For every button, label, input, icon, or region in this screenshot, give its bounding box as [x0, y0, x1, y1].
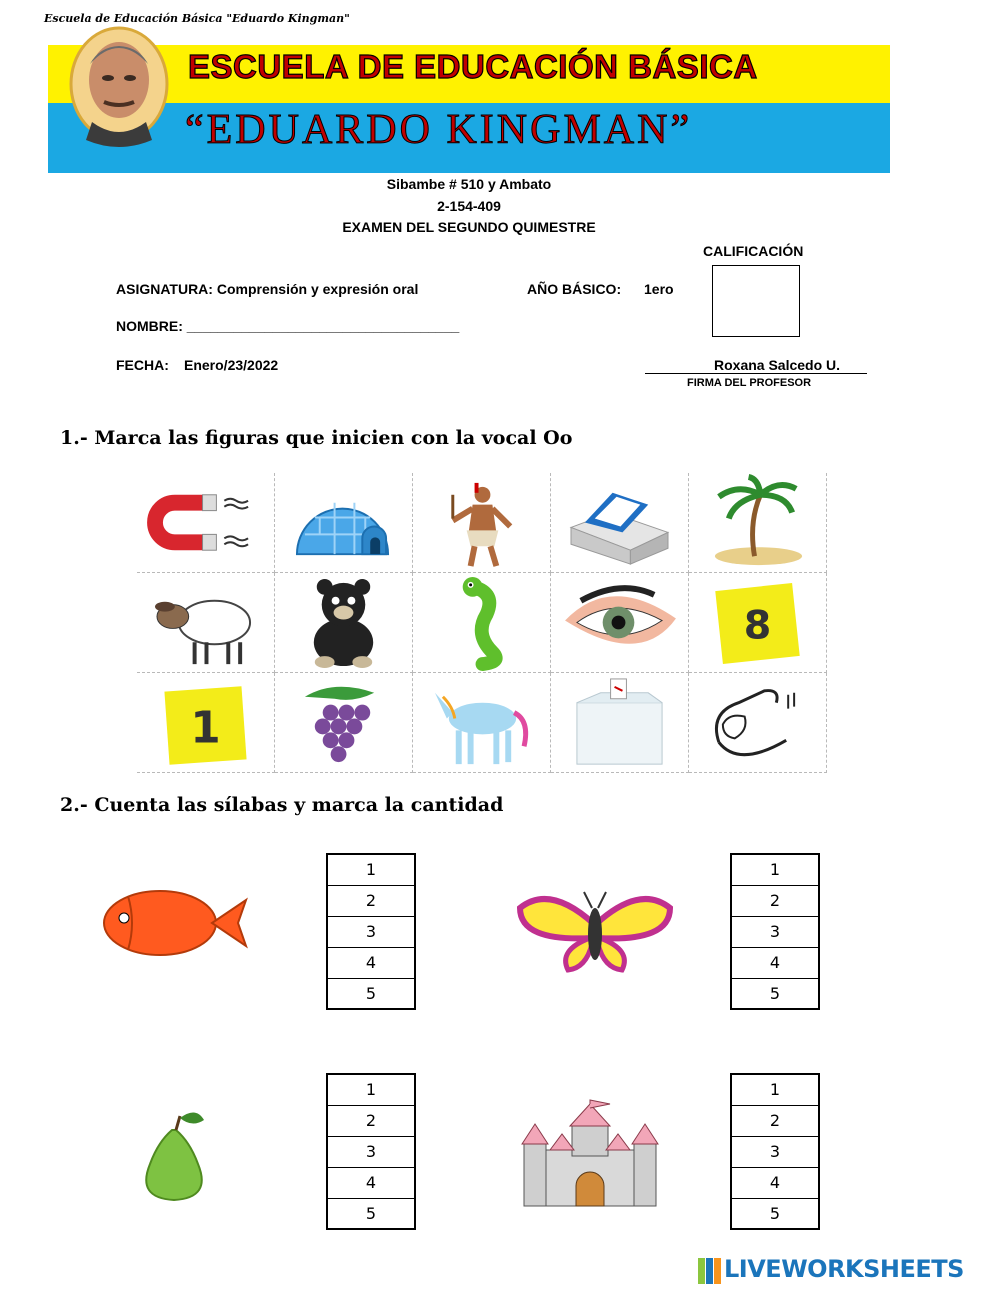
count-option-3[interactable]: 3 [328, 1137, 414, 1168]
number-one-icon[interactable] [137, 673, 275, 773]
count-option-1[interactable]: 1 [732, 1075, 818, 1106]
count-option-2[interactable]: 2 [732, 1106, 818, 1137]
eye-icon[interactable] [551, 573, 689, 673]
picture-grid [137, 473, 829, 773]
castle-icon [510, 1100, 680, 1210]
count-option-4[interactable]: 4 [732, 948, 818, 979]
count-option-3[interactable]: 3 [328, 917, 414, 948]
school-logo [44, 12, 350, 177]
grapes-icon[interactable] [275, 673, 413, 773]
butterfly-icon [510, 876, 680, 986]
signature-line [645, 373, 867, 374]
igloo-icon[interactable] [275, 473, 413, 573]
count-option-5[interactable]: 5 [769, 984, 781, 1003]
phone: 2-154-409 [437, 198, 501, 214]
teacher-signature-label: FIRMA DEL PROFESOR [687, 377, 812, 389]
syllable-count-pear [326, 1073, 416, 1230]
count-option-2[interactable]: 2 [328, 1106, 414, 1137]
year-value: 1ero [644, 281, 674, 297]
count-option-4[interactable]: 4 [328, 1168, 414, 1199]
count-option-4[interactable]: 4 [732, 1168, 818, 1199]
count-option-5[interactable]: 5 [769, 1204, 781, 1223]
syllable-count-butterfly [730, 853, 820, 1010]
nail-icon[interactable] [689, 673, 827, 773]
name-field[interactable]: NOMBRE: ___________________________________ [116, 318, 460, 334]
printer-icon[interactable] [551, 473, 689, 573]
count-option-5[interactable]: 5 [365, 1204, 377, 1223]
logo-text: Escuela de Educación Básica "Eduardo Kingman" [44, 12, 350, 25]
svg-text:1: 1 [190, 703, 221, 754]
count-option-2[interactable]: 2 [328, 886, 414, 917]
count-option-2[interactable]: 2 [732, 886, 818, 917]
count-option-1[interactable]: 1 [328, 1075, 414, 1106]
address: Sibambe # 510 y Ambato [386, 176, 552, 192]
exam-title: EXAMEN DEL SEGUNDO QUIMESTRE [342, 219, 596, 235]
number-eight-icon[interactable] [689, 573, 827, 673]
year-label: AÑO BÁSICO: [527, 281, 622, 297]
worm-icon[interactable] [413, 573, 551, 673]
unicorn-icon[interactable] [413, 673, 551, 773]
question-2: 2.- Cuenta las sílabas y marca la cantidad [60, 794, 504, 816]
date-label: FECHA: [116, 357, 169, 373]
bear-icon[interactable] [275, 573, 413, 673]
count-option-3[interactable]: 3 [732, 917, 818, 948]
count-option-1[interactable]: 1 [732, 855, 818, 886]
indigenous-man-icon[interactable] [413, 473, 551, 573]
syllable-count-castle [730, 1073, 820, 1230]
school-line: ESCUELA DE EDUCACIÓN BÁSICA [188, 48, 758, 85]
count-option-3[interactable]: 3 [732, 1137, 818, 1168]
grade-label: CALIFICACIÓN [703, 243, 804, 259]
fish-icon [88, 868, 258, 978]
magnet-icon[interactable] [137, 473, 275, 573]
count-option-5[interactable]: 5 [365, 984, 377, 1003]
pear-icon [100, 1102, 270, 1212]
sheep-icon[interactable] [137, 573, 275, 673]
ballot-box-icon[interactable] [551, 673, 689, 773]
liveworksheets-logo-icon [698, 1258, 722, 1284]
syllable-count-fish [326, 853, 416, 1010]
count-option-4[interactable]: 4 [328, 948, 414, 979]
palm-island-icon[interactable] [689, 473, 827, 573]
liveworksheets-brand[interactable]: LIVEWORKSHEETS [724, 1255, 964, 1283]
count-option-1[interactable]: 1 [328, 855, 414, 886]
school-name: “EDUARDO KINGMAN” [185, 107, 693, 153]
subject-label: ASIGNATURA: Comprensión y expresión oral [116, 281, 419, 297]
date-value: Enero/23/2022 [184, 357, 279, 373]
grade-box[interactable] [712, 265, 800, 337]
svg-text:8: 8 [743, 602, 772, 649]
question-1: 1.- Marca las figuras que inicien con la vocal Oo [60, 427, 573, 449]
teacher-name: Roxana Salcedo U. [714, 357, 841, 373]
